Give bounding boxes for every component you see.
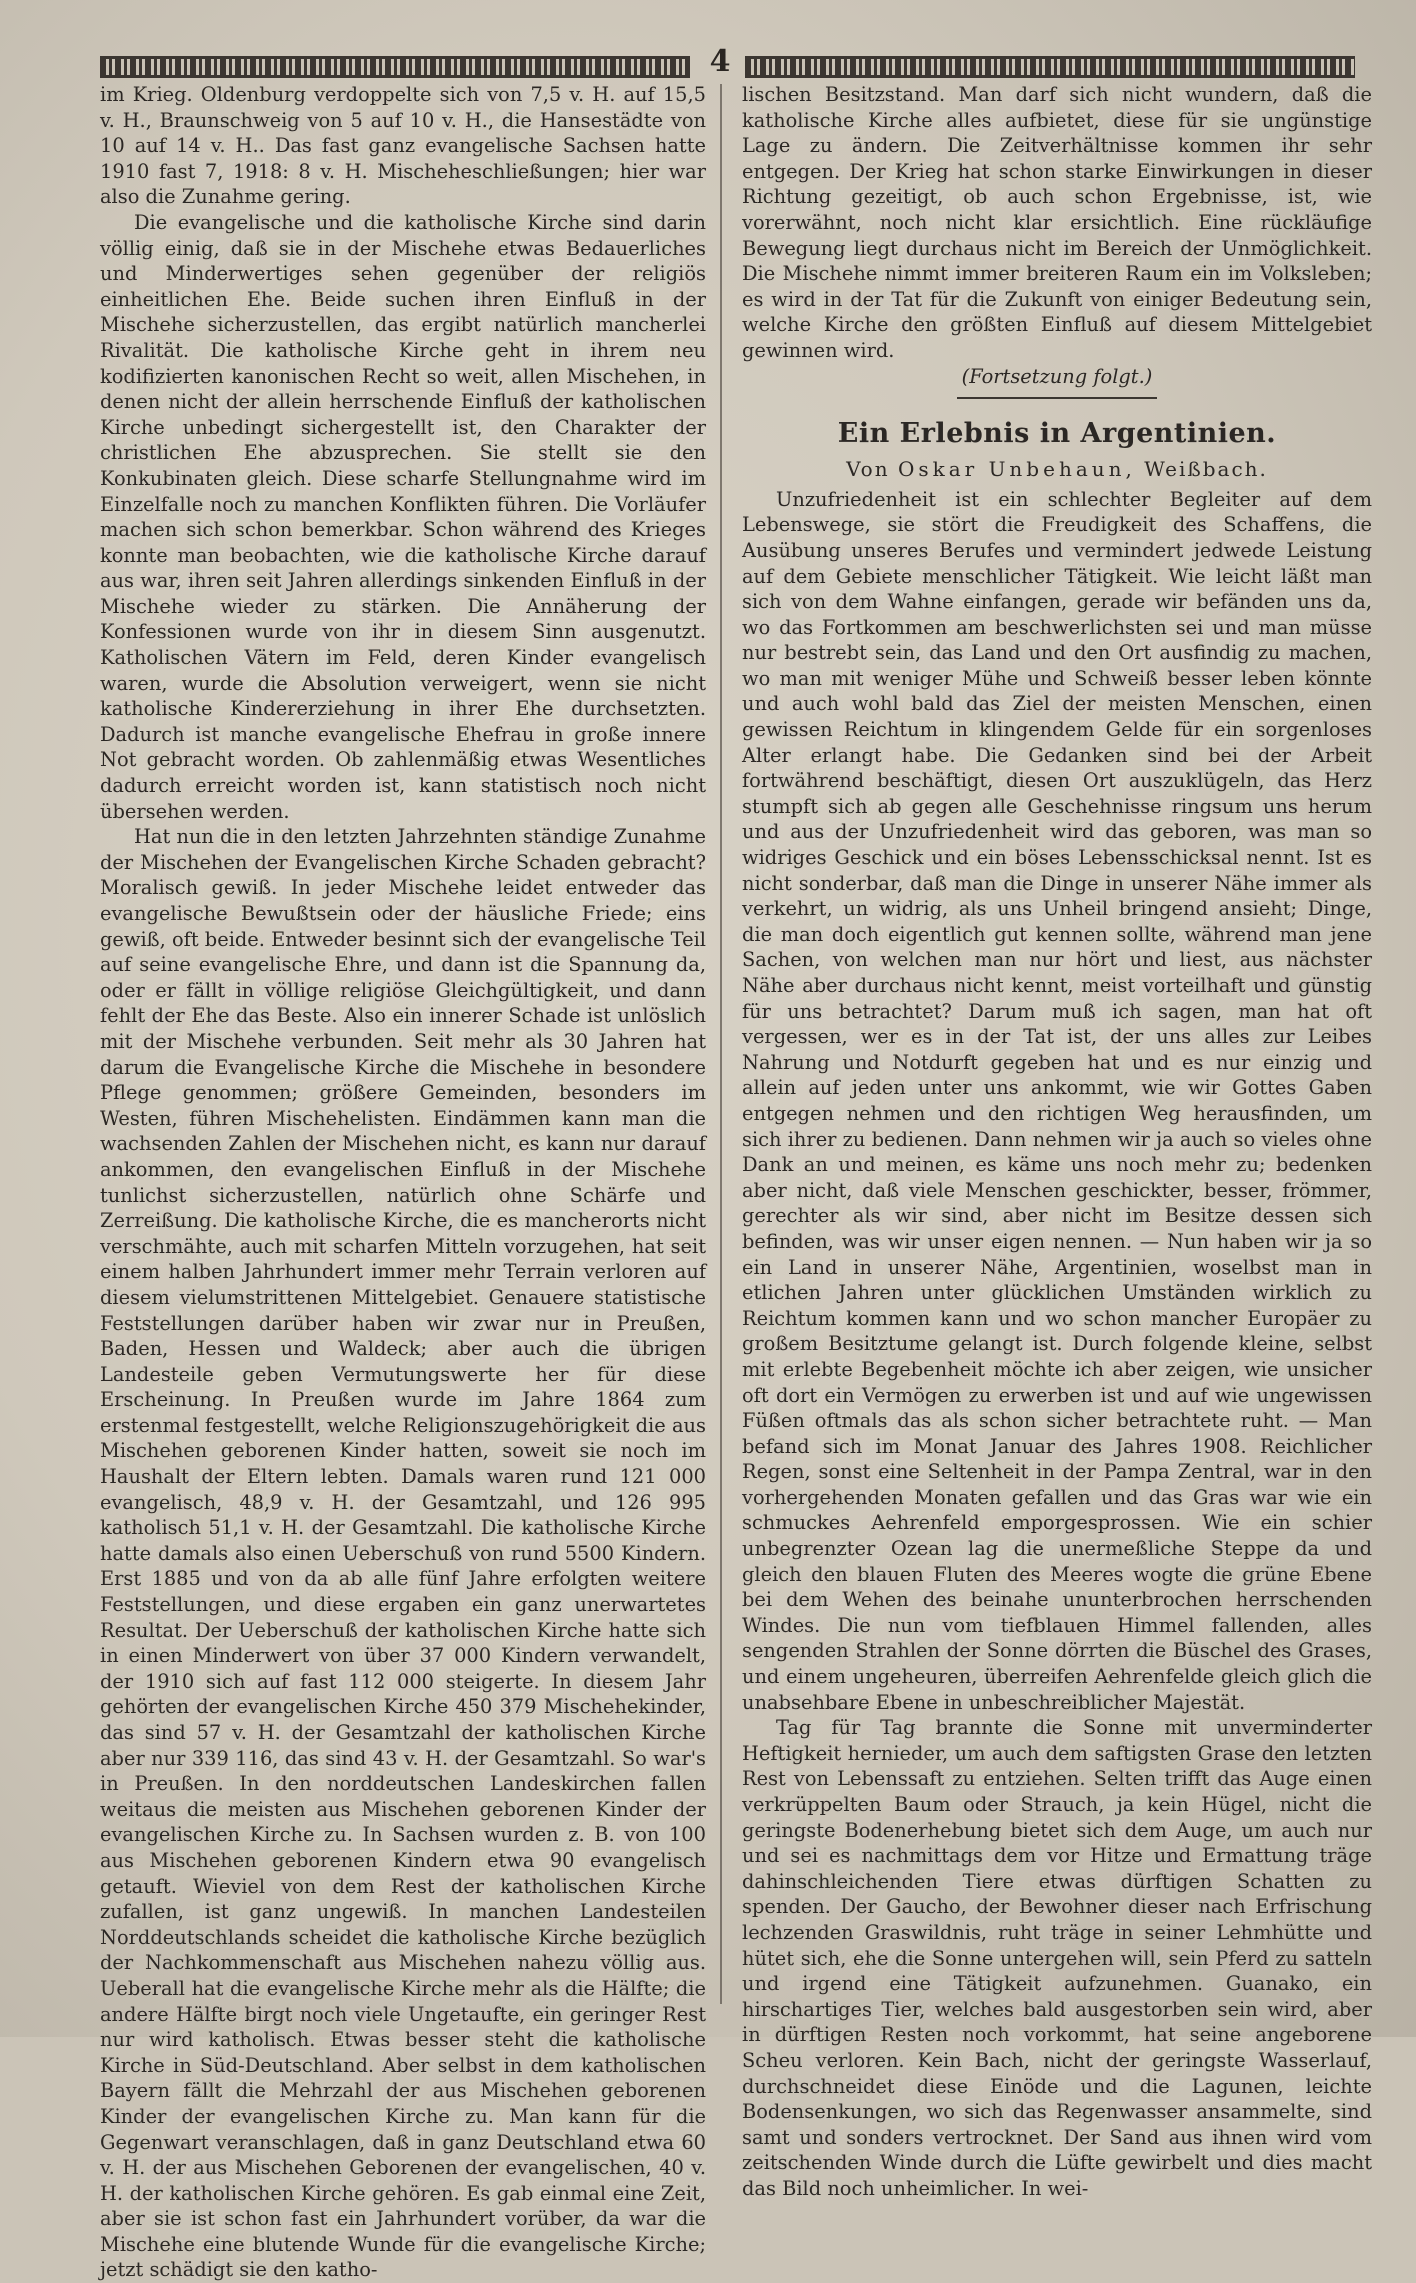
header-ornament-right	[745, 56, 1355, 78]
paragraph: Hat nun die in den letzten Jahrzehnten ständige Zunahme der Mischehen der Evangelischen Kirche Schaden gebracht? Moralisch gewiß. In jeder Mischehe leidet entweder das evangelische Bewußtsein oder der häusliche Friede; eins gewiß, oft beide. Entweder besinnt sich der evangelische Teil auf seine evangelische Ehre, und dann ist die Spannung da, oder er fällt in völlige religiöse Gleichgültigkeit, und dann fehlt der Ehe das Beste. Also ein innerer Schade ist unlöslich mit der Mischehe verbunden. Seit mehr als 30 Jahren hat darum die Evangelische Kirche die Mischehe in besondere Pflege genommen; größere Gemeinden, besonders im Westen, führen Mischehelisten. Eindämmen kann man die wachsenden Zahlen der Mischehen nicht, es kann nur darauf ankommen, den evangelischen Einfluß in der Mischehe tunlichst sicherzustellen, natürlich ohne Schärfe und Zerreißung. Die katholische Kirche, die es mancherorts nicht verschmähte, auch mit scharfen Mitteln vorzugehen, hat seit einem halben Jahrhundert immer mehr Terrain verloren auf diesem vielumstrittenen Mittelgebiet. Genauere statistische Feststellungen darüber haben wir zwar nur in Preußen, Baden, Hessen und Waldeck; aber auch die übrigen Landesteile geben Vermutungswerte her für diese Erscheinung. In Preußen wurde im Jahre 1864 zum erstenmal festgestellt, welche Religionszugehörigkeit die aus Mischehen geborenen Kinder hatten, soweit sie noch im Haushalt der Eltern lebten. Damals waren rund 121 000 evangelisch, 48,9 v. H. der Gesamtzahl, und 126 995 katholisch 51,1 v. H. der Gesamtzahl. Die katholische Kirche hatte damals also einen Ueberschuß von rund 5500 Kindern. Erst 1885 und von da ab alle fünf Jahre erfolgten weitere Feststellungen, und diese ergaben ein ganz unerwartetes Resultat. Der Ueberschuß der katholischen Kirche hatte sich in einen Minderwert von über 37 000 Kindern verwandelt, der 1910 sich auf fast 112 000 steigerte. In diesem Jahr gehörten der evangelischen Kirche 450 379 Mischehekinder, das sind 57 v. H. der Gesamtzahl der katholischen Kirche aber nur 339 116, das sind 43 v. H. der Gesamtzahl. So war's in Preußen. In den norddeutschen Landeskirchen fallen weitaus die meisten aus Mischehen geborenen Kinder der evangelischen Kirche zu. In Sachsen wurden z. B. von 100 aus Mischehen geborenen Kindern etwa 90 evangelisch getauft. Wieviel von dem Rest der katholischen Kirche zufallen, ist ganz ungewiß. In manchen Landesteilen Norddeutschlands scheidet die katholische Kirche bezüglich der Nachkommenschaft aus Mischehen nahezu völlig aus. Ueberall hat die evangelische Kirche mehr als die Hälfte; die andere Hälfte birgt noch viele Ungetaufte, ein geringer Rest nur wird katholisch. Etwas besser steht die katholische Kirche in Süd-Deutschland. Aber selbst in dem katholischen Bayern fällt die Mehrzahl der aus Mischehen geborenen Kinder der evangelischen Kirche zu. Man kann für die Gegenwart veranschlagen, daß in ganz Deutschland etwa 60 v. H. der aus Mischehen Geborenen der evangelischen, 40 v. H. der katholischen Kirche gehören. Es gab einmal eine Zeit, aber sie ist schon fast ein Jahrhundert vorüber, da war die Mischehe eine blutende Wunde für die evangelische Kirche; jetzt schädigt sie den katho-	[100, 825, 706, 2282]
author-place: Weißbach.	[1144, 457, 1268, 482]
paragraph: Tag für Tag brannte die Sonne mit unverminderter Heftigkeit hernieder, um auch dem saftigsten Grase den letzten Rest von Lebenssaft zu entziehen. Selten trifft das Auge einen verkrüppelten Baum oder Strauch, ja kein Hügel, nicht die geringste Bodenerhebung bietet sich dem Auge, um auch nur und sei es nachmittags dem vor Hitze und Ermattung träge dahinschleichenden Tiere etwas dürftigen Schatten zu spenden. Der Gaucho, der Bewohner dieser nach Erfrischung lechzenden Graswildnis, ruht träge in seiner Lehmhütte und hütet sich, ehe die Sonne untergehen will, sein Pferd zu satteln und irgend eine Tätigkeit aufzunehmen. Guanako, ein hirschartiges Tier, welches bald ausgestorben sein wird, aber in dürftigen Resten noch vorkommt, hat seine angeborene Scheu verloren. Kein Bach, nicht der geringste Wasserlauf, durchschneidet diese Einöde und die Lagunen, leichte Bodensenkungen, wo sich das Regenwasser ansammelte, sind samt und sonders vertrocknet. Der Sand aus ihnen wird vom zeitschenden Winde durch die Lüfte gewirbelt und dies macht das Bild noch unheimlicher. In wei-	[742, 1716, 1372, 2200]
paragraph: lischen Besitzstand. Man darf sich nicht wundern, daß die katholische Kirche alles aufbietet, diese für sie ungünstige Lage zu ändern. Die Zeitverhältnisse kommen ihr sehr entgegen. Der Krieg hat schon starke Einwirkungen in dieser Richtung gezeitigt, ob auch schon Ergebnisse, ist, wie vorerwähnt, noch nicht klar ersichtlich. Eine rückläufige Bewegung liegt durchaus nicht im Bereich der Unmöglichkeit. Die Mischehe nimmt immer breiteren Raum ein im Volksleben; es wird in der Tat für die Zukunft von einiger Bedeutung sein, welche Kirche den größten Einfluß auf diesem Mittelgebiet gewinnen wird.	[742, 83, 1372, 362]
byline	[742, 457, 1372, 483]
author-name: Oskar Unbehaun,	[897, 457, 1136, 482]
header-ornament-left	[100, 56, 690, 78]
right-column	[742, 82, 1372, 2200]
separator-rule	[957, 397, 1157, 399]
paragraph: Die evangelische und die katholische Kirche sind darin völlig einig, daß sie in der Mischehe etwas Bedauerliches und Minderwertiges sehen gegenüber der religiös einheitlichen Ehe. Beide suchen ihren Einfluß in der Mischehe sicherzustellen, das ergibt natürlich mancherlei Rivalität. Die katholische Kirche geht in ihrem neu kodifizierten kanonischen Recht so weit, allen Mischehen, in denen nicht der allein herrschende Einfluß der katholischen Kirche unbedingt sichergestellt ist, den Charakter der christlichen Ehe abzusprechen. Sie stellt sie den Konkubinaten gleich. Diese scharfe Stellungnahme wird im Einzelfalle noch zu manchen Konflikten führen. Die Vorläufer machen sich schon bemerkbar. Schon während des Krieges konnte man beobachten, wie die katholische Kirche darauf aus war, ihren seit Jahren allerdings sinkenden Einfluß in der Mischehe wieder zu stärken. Die Annäherung der Konfessionen wurde von ihr in diesem Sinn ausgenutzt. Katholischen Vätern im Feld, deren Kinder evangelisch waren, wurde die Absolution verweigert, wenn sie nicht katholische Kindererziehung in ihrer Ehe durchsetzten. Dadurch ist manche evangelische Ehefrau in große innere Not gebracht worden. Ob zahlenmäßig etwas Wesentliches dadurch erreicht worden ist, kann statistisch noch nicht übersehen werden.	[100, 210, 706, 823]
left-column	[100, 82, 706, 2282]
article-title: Ein Erlebnis in Argentinien.	[837, 418, 1277, 450]
page-number: 4	[709, 44, 731, 79]
column-divider	[720, 84, 722, 2004]
byline-prefix: Von	[846, 457, 890, 482]
paragraph: im Krieg. Oldenburg verdoppelte sich von 7,5 v. H. auf 15,5 v. H., Braunschweig von 5 auf 10 v. H., die Hansestädte von 10 auf 14 v. H.. Das fast ganz evangelische Sachsen hatte 1910 fast 7, 1918: 8 v. H. Mischeheschließungen; hier war also die Zunahme gering.	[100, 83, 706, 209]
paragraph: Unzufriedenheit ist ein schlechter Begleiter auf dem Lebenswege, sie stört die Freudigkeit des Schaffens, die Ausübung unseres Berufes und vermindert jedwede Leistung auf dem Gebiete menschlicher Tätigkeit. Wie leicht läßt man sich von dem Wahne einfangen, gerade wir befänden uns da, wo das Fortkommen am beschwerlichsten sei und man müsse nur bestrebt sein, das Land und den Ort ausfindig zu machen, wo man mit weniger Mühe und Schweiß besser leben könnte und auch wohl bald das Ziel der meisten Menschen, einen gewissen Reichtum in klingendem Gelde für ein sorgenloses Alter erlangt habe. Die Gedanken sind bei der Arbeit fortwährend beschäftigt, diesen Ort auszuklügeln, das Herz stumpft sich ab gegen alle Geschehnisse ringsum uns herum und aus der Unzufriedenheit wird das geboren, was man so widriges Geschick und ein böses Lebensschicksal nennt. Ist es nicht sonderbar, daß man die Dinge in unserer Nähe immer als verkehrt, un widrig, als uns Unheil bringend ansieht; Dinge, die man doch eigentlich gut kennen sollte, während man jene Sachen, von welchen man nur hört und liest, aus nächster Nähe aber durchaus nicht kennt, meist vorteilhaft und günstig für uns betrachtet? Darum muß ich sagen, man hat oft vergessen, wer es in der Tat ist, der uns alles zur Leibes Nahrung und Notdurft gegeben hat und es nur einzig und allein auf jeden unter uns ankommt, wie wir Gottes Gaben entgegen nehmen und den richtigen Weg herausfinden, um sich ihrer zu bedienen. Dann nehmen wir ja auch so vieles ohne Dank an und meinen, es käme uns noch mehr zu; bedenken aber nicht, daß viele Menschen geschickter, besser, frömmer, gerechter als wir sind, aber nicht im Besitze dessen sich befinden, was wir unser eigen nennen. — Nun haben wir ja so ein Land in unserer Nähe, Argentinien, woselbst man in etlichen Jahren unter glücklichen Umständen wirklich zu Reichtum kommen kann und wo schon mancher Europäer zu großem Besitztume gelangt ist. Durch folgende kleine, selbst mit erlebte Begebenheit möchte ich aber zeigen, wie unsicher oft dort ein Vermögen zu erwerben ist und auf wie ungewissen Füßen oftmals das als schon sicher betrachtete ruht. — Man befand sich im Monat Januar des Jahres 1908. Reichlicher Regen, sonst eine Seltenheit in der Pampa Zentral, war in den vorhergehenden Monaten gefallen und das Gras war wie ein schmuckes Aehrenfeld emporgesprossen. Wie ein schier unbegrenzter Ozean lag die unermeßliche Steppe da und gleich den blauen Fluten des Meeres wogte die grüne Ebene bei dem Wehen des beinahe ununterbrochen herrschenden Windes. Die nun vom tiefblauen Himmel fallenden, alles sengenden Strahlen der Sonne dörrten die Büschel des Grases, und einem ungeheuren, überreifen Aehrenfelde gleich glich die unabsehbare Ebene in unbeschreiblicher Majestät.	[742, 487, 1372, 1714]
continuation-note: (Fortsetzung folgt.)	[961, 364, 1153, 388]
